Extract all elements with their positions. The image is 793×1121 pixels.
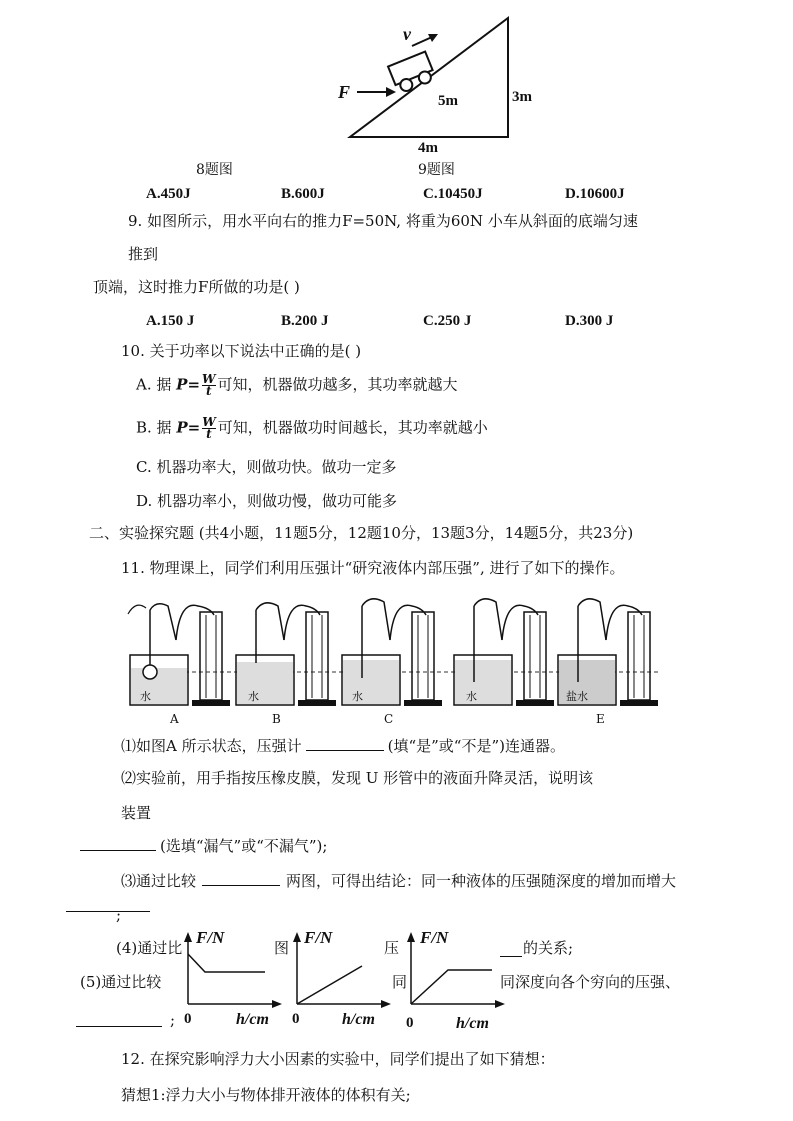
- graph-2-ylabel: F/N: [304, 928, 333, 947]
- q11-p4-mid1: 图: [274, 939, 290, 957]
- q8-option-b: B.600J: [281, 186, 325, 202]
- q9-line2: 推到: [128, 245, 159, 263]
- q10-a-text: 可知，机器做功越多，其功率就越大: [217, 375, 458, 394]
- q10-option-c: C. 机器功率大，则做功快。做功一定多: [136, 458, 397, 476]
- liquid-c: 水: [352, 690, 363, 703]
- q11-blank-5[interactable]: [76, 1025, 162, 1027]
- q10-b-text: 可知，机器做功时间越长，其功率就越小: [217, 418, 488, 437]
- setup-b-label: B: [272, 712, 281, 726]
- fig8-caption: 8题图: [196, 162, 233, 178]
- cart: [388, 52, 436, 95]
- q9-option-a: A.150 J: [146, 313, 195, 329]
- graph-3-ylabel: F/N: [420, 928, 449, 947]
- graph-1-xlabel: h/cm: [236, 1011, 269, 1028]
- q11-p1-post: (填“是”或“不是”)连通器。: [387, 737, 565, 755]
- q9-option-d: D.300 J: [565, 313, 614, 329]
- q11-p4-post: 的关系;: [523, 939, 574, 957]
- formula-p: P: [176, 418, 188, 437]
- graph-3: [400, 928, 505, 1028]
- q9-option-b: B.200 J: [281, 313, 329, 329]
- q9-option-c: C.250 J: [423, 313, 472, 329]
- graph-3-origin: 0: [406, 1015, 414, 1031]
- graph-2: [287, 928, 391, 1028]
- q11-blank-3[interactable]: [202, 884, 280, 886]
- q10-option-a: [136, 374, 458, 397]
- section2-heading: 二、实验探究题 (共4小题，11题5分，12题10分，13题3分，14题5分，共23分): [89, 524, 634, 542]
- liquid-b: 水: [248, 690, 259, 703]
- q11-part2-line3: [80, 837, 327, 855]
- q11-blank-3b[interactable]: [66, 910, 150, 912]
- q11-part2-line2: 装置: [121, 804, 152, 822]
- q10-option-d: D. 机器功率小，则做功慢，做功可能多: [136, 492, 398, 510]
- q8-option-a: A.450J: [146, 186, 191, 202]
- q11-blank-4[interactable]: [500, 955, 522, 957]
- q12-guess1: 猜想1:浮力大小与物体排开液体的体积有关;: [121, 1086, 411, 1104]
- graph-1-origin: 0: [184, 1011, 192, 1027]
- q8-option-c: C.10450J: [423, 186, 483, 202]
- q11-p5-end: ;: [170, 1011, 176, 1029]
- q10-a-prefix: A. 据: [136, 375, 172, 394]
- q11-p2-post: (选填“漏气”或“不漏气”);: [160, 837, 328, 855]
- liquid-d: 水: [466, 690, 477, 703]
- q11-part1: [121, 737, 565, 755]
- graph-2-xlabel: h/cm: [342, 1011, 375, 1028]
- formula-eq: =: [187, 418, 201, 437]
- q11-part2-line1: ⑵实验前，用手指按压橡皮膜，发现 U 形管中的液面升降灵活，说明该: [121, 769, 594, 787]
- graph-1-ylabel: F/N: [196, 928, 225, 947]
- q8-option-d: D.10600J: [565, 186, 625, 202]
- q11-blank-1[interactable]: [306, 749, 384, 751]
- q9-line3: 顶端，这时推力F所做的功是( ): [93, 278, 300, 296]
- q11-p3-end: ;: [116, 906, 122, 924]
- graph-3-xlabel: h/cm: [456, 1015, 489, 1032]
- q9-line1: 9. 如图所示，用水平向右的推力F=50N, 将重为60N 小车从斜面的底端匀速: [128, 212, 638, 230]
- q11-p3-pre: ⑶通过比较: [121, 872, 197, 890]
- height-label: 3m: [512, 89, 532, 105]
- setup-c-label: C: [384, 712, 394, 726]
- formula-eq: =: [187, 375, 201, 394]
- q10-b-prefix: B. 据: [136, 418, 172, 437]
- q10-option-b: [136, 417, 488, 440]
- q11-p4-mid2: 压: [384, 939, 400, 957]
- formula-p: P: [176, 375, 188, 394]
- q11-p5-pre: (5)通过比较: [80, 973, 162, 991]
- q11-p1-pre: ⑴如图A 所示状态，压强计: [121, 737, 302, 755]
- velocity-label: v: [403, 24, 411, 44]
- graph-2-origin: 0: [292, 1011, 300, 1027]
- slant-length-label: 5m: [438, 93, 458, 109]
- q11-p5-mid: 同: [392, 973, 408, 991]
- q11-stem: 11. 物理课上，同学们利用压强计“研究液体内部压强”, 进行了如下的操作。: [121, 559, 625, 577]
- formula-fraction: $\frac{W}{t}$: [202, 372, 216, 398]
- q11-part3: [121, 872, 676, 890]
- q11-p5-post: 同深度向各个穷向的压强、: [500, 973, 681, 991]
- formula-fraction: $\frac{W}{t}$: [202, 415, 216, 441]
- velocity-arrow: [412, 37, 432, 46]
- setup-e-label: E: [596, 712, 605, 726]
- liquid-a: 水: [140, 690, 151, 703]
- base-label: 4m: [418, 140, 438, 156]
- liquid-e: 盐水: [566, 690, 588, 703]
- fig9-caption: 9题图: [418, 162, 455, 178]
- setup-a-label: A: [170, 712, 179, 726]
- q10-stem: 10. 关于功率以下说法中正确的是( ): [121, 342, 362, 360]
- q11-p3-post: 两图，可得出结论：同一种液体的压强随深度的增加而增大: [286, 872, 677, 890]
- force-label: F: [338, 82, 351, 102]
- q11-p4-pre: (4)通过比: [116, 939, 183, 957]
- q11-blank-2[interactable]: [80, 849, 156, 851]
- q12-stem: 12. 在探究影响浮力大小因素的实验中，同学们提出了如下猜想：: [121, 1050, 555, 1068]
